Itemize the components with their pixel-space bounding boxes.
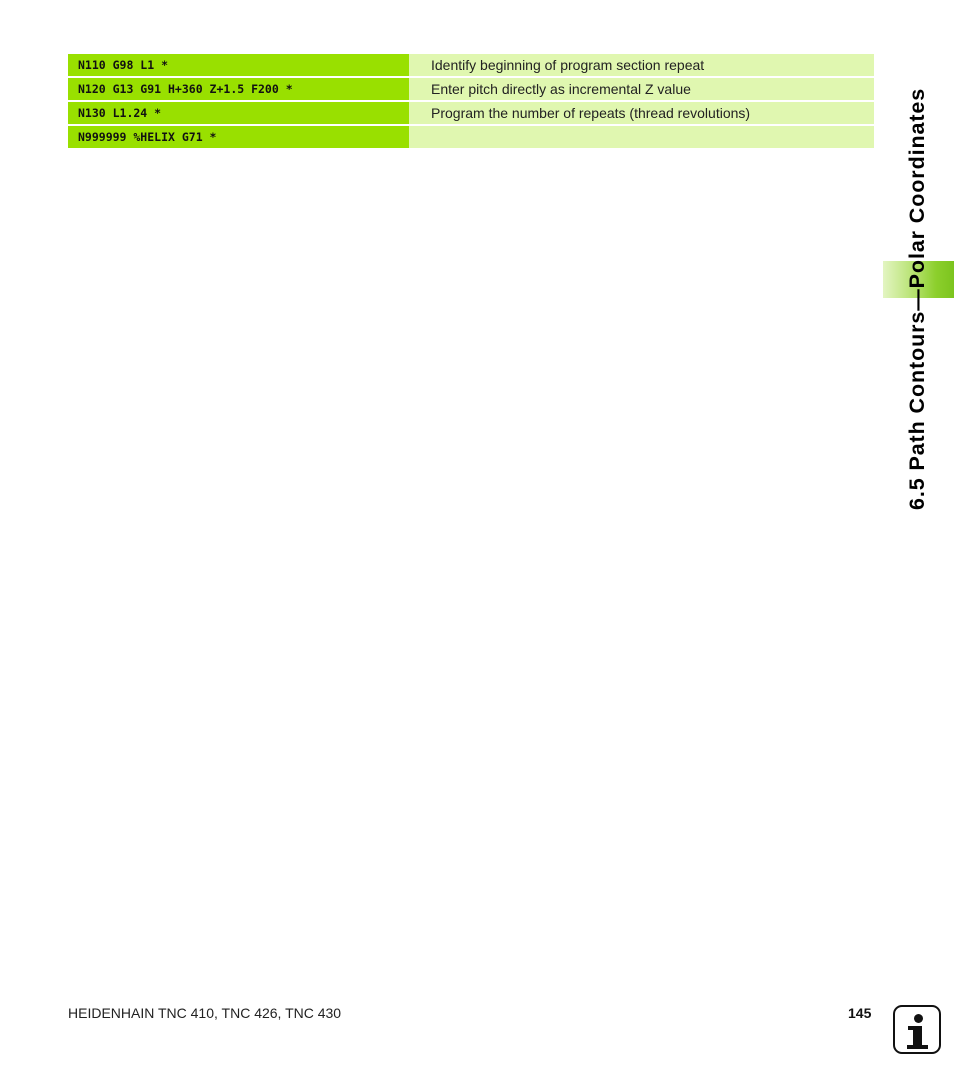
- table-row: [68, 54, 874, 76]
- table-row: [68, 78, 874, 100]
- nc-code-cell: N110 G98 L1 *: [68, 54, 409, 76]
- nc-description-cell: Identify beginning of program section repeat: [409, 54, 874, 76]
- nc-description-cell: [409, 126, 874, 148]
- table-row: [68, 126, 874, 148]
- section-title: 6.5 Path Contours—Polar Coordinates: [905, 87, 929, 510]
- nc-description-cell: Program the number of repeats (thread revolutions): [409, 102, 874, 124]
- footer-product-name: HEIDENHAIN TNC 410, TNC 426, TNC 430: [68, 1005, 342, 1021]
- nc-description-cell: Enter pitch directly as incremental Z value: [409, 78, 874, 100]
- nc-code-cell: N130 L1.24 *: [68, 102, 409, 124]
- nc-code-cell: N999999 %HELIX G71 *: [68, 126, 409, 148]
- info-icon-dot: [914, 1014, 923, 1023]
- page-number: 145: [848, 1005, 872, 1021]
- info-icon-base: [907, 1045, 928, 1049]
- info-icon: [893, 1005, 941, 1054]
- nc-code-cell: N120 G13 G91 H+360 Z+1.5 F200 *: [68, 78, 409, 100]
- info-icon-stem: [913, 1026, 922, 1047]
- nc-program-table: [68, 54, 874, 150]
- table-row: [68, 102, 874, 124]
